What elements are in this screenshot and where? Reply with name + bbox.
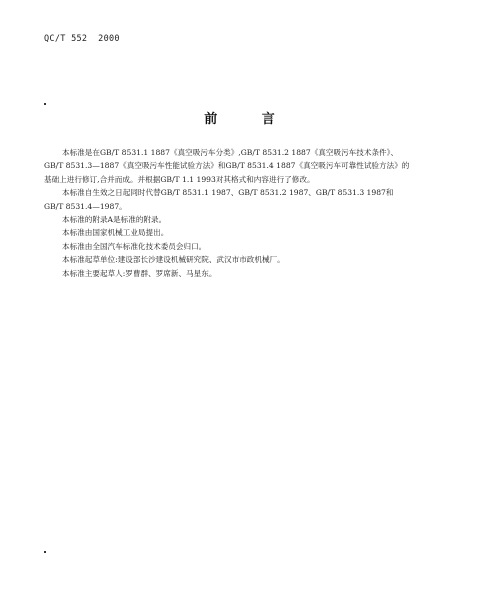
- margin-mark-bottom: [44, 551, 46, 553]
- doc-code: QC/T 552 2000: [44, 34, 120, 44]
- paragraph-1: [44, 146, 462, 186]
- paragraph-line: GB/T 8531.4—1987。: [44, 201, 127, 211]
- foreword-body: [44, 146, 462, 280]
- paragraph-line: 本标准是在GB/T 8531.1 1887《真空吸污车分类》,GB/T 8531.2 1887《真空吸污车技术条件》、: [62, 148, 399, 157]
- paragraph-line: 本标准由国家机械工业局提出。: [62, 228, 169, 238]
- paragraph-7: [44, 267, 462, 280]
- paragraph-line: 基础上进行修订,合并而成。并根据GB/T 1.1 1993对其格式和内容进行了修改。: [44, 174, 315, 184]
- paragraph-3: [44, 213, 462, 226]
- page-title: 前 言: [204, 112, 295, 127]
- paragraph-5: [44, 240, 462, 253]
- paragraph-line: 本标准自生效之日起同时代替GB/T 8531.1 1987、GB/T 8531.2 1987、GB/T 8531.3 1987和: [62, 188, 394, 198]
- paragraph-line: 本标准主要起草人:罗曹群、罗席新、马星东。: [62, 268, 217, 278]
- margin-mark-top: [44, 103, 46, 105]
- paragraph-line: 本标准的附录A是标准的附录。: [62, 215, 167, 225]
- paragraph-line: 本标准由全国汽车标准化技术委员会归口。: [62, 241, 207, 251]
- paragraph-4: [44, 226, 462, 239]
- paragraph-2: [44, 186, 462, 213]
- paragraph-line: 本标准起草单位:建设部长沙建设机械研究院、武汉市市政机械厂。: [62, 255, 285, 265]
- paragraph-line: GB/T 8531.3—1887《真空吸污车性能试验方法》和GB/T 8531.4 1887《真空吸污车可靠性试验方法》的: [44, 161, 410, 171]
- paragraph-6: [44, 253, 462, 266]
